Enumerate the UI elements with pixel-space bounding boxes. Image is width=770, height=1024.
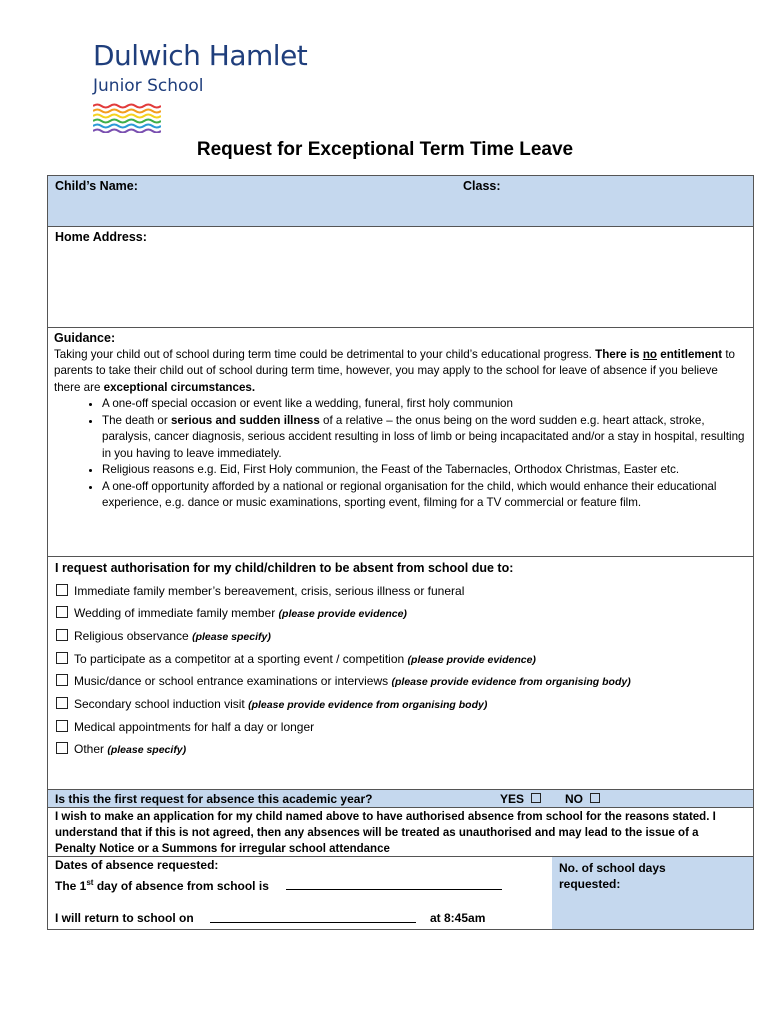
reason-label: Immediate family member’s bereavement, crisis, serious illness or funeral — [74, 584, 465, 598]
guidance-emphasis: entitlement — [660, 347, 723, 361]
first-request-question: Is this the first request for absence this academic year? — [55, 792, 373, 806]
reason-option[interactable] — [56, 584, 464, 598]
list-item-text: The death or — [102, 413, 168, 427]
guidance-text: Taking your child out of school during term time could be detrimental to your child’s educational progress. — [54, 347, 592, 361]
reason-label: Religious observance — [74, 629, 189, 643]
checkbox[interactable] — [56, 742, 68, 754]
reason-option[interactable] — [56, 629, 271, 643]
yes-checkbox[interactable] — [531, 793, 541, 803]
reason-label: Secondary school induction visit — [74, 697, 245, 711]
reason-label: Wedding of immediate family member — [74, 606, 276, 620]
reason-label: Other — [74, 742, 105, 756]
guidance-list — [54, 396, 747, 512]
guidance-emphasis: There is — [595, 347, 640, 361]
dates-row — [47, 856, 754, 930]
no-label: NO — [565, 792, 583, 806]
reason-note: (please specify) — [107, 744, 187, 756]
checkbox[interactable] — [56, 652, 68, 664]
first-day-superscript: st — [86, 878, 94, 887]
first-day-text: The 1 — [55, 879, 87, 893]
school-name: Dulwich Hamlet — [93, 39, 308, 72]
return-time: at 8:45am — [430, 911, 486, 925]
reason-note: (please provide evidence) — [407, 654, 536, 666]
guidance-emphasis: exceptional circumstances. — [103, 380, 256, 394]
first-day-field[interactable] — [286, 889, 502, 890]
no-option[interactable] — [565, 792, 600, 806]
list-item-text: of a relative – the onus being on the word sudden e.g. heart attack, stroke, paralysis, cancer diagnosis, serious accident resulting in loss of limb or being incapacitated and/or a stay in hospital, resulting in you having to leave immediately. — [102, 413, 745, 460]
reason-option[interactable] — [56, 674, 631, 688]
reason-note: (please provide evidence from organising body) — [391, 676, 631, 688]
form-title: Request for Exceptional Term Time Leave — [196, 139, 574, 160]
logo-waves-icon — [93, 103, 161, 133]
return-label: I will return to school on — [55, 911, 194, 925]
reason-option[interactable] — [56, 606, 407, 620]
reason-note: (please provide evidence) — [278, 608, 407, 620]
dates-cell — [48, 857, 553, 929]
guidance-heading: Guidance: — [54, 331, 116, 345]
school-days-cell[interactable] — [552, 857, 753, 929]
class-label: Class: — [463, 179, 501, 193]
reason-note: (please provide evidence from organising body) — [248, 699, 488, 711]
reasons-heading: I request authorisation for my child/children to be absent from school due to: — [55, 561, 514, 575]
school-days-label: No. of school days requested: — [559, 861, 666, 891]
reason-label: To participate as a competitor at a sporting event / competition — [74, 652, 405, 666]
yes-option[interactable] — [500, 792, 541, 806]
dates-heading: Dates of absence requested: — [55, 858, 219, 872]
absence-reasons-section — [47, 556, 754, 790]
reason-option[interactable] — [56, 720, 314, 734]
reason-note: (please specify) — [192, 631, 271, 643]
first-day-text: day of absence from school is — [96, 879, 269, 893]
childs-name-label: Child’s Name: — [55, 179, 138, 193]
reason-label: Medical appointments for half a day or longer — [74, 720, 315, 734]
guidance-emphasis-no: no — [642, 347, 658, 361]
list-item — [102, 413, 747, 463]
reason-option[interactable] — [56, 652, 536, 666]
no-checkbox[interactable] — [590, 793, 600, 803]
list-item: • A one-off special occasion or event like a wedding, funeral, first holy communion — [102, 396, 747, 413]
return-date-field[interactable] — [210, 922, 416, 923]
declaration-row — [47, 807, 754, 857]
declaration-text: I wish to make an application for my child named above to have authorised absence from school for the reasons stated. I understand that if this is not agreed, then any absences will be treated as unauthorised and may lead to the issue of a Penalty Notice or a Summons for irregular school attendance — [55, 811, 716, 855]
checkbox[interactable] — [56, 606, 68, 618]
checkbox[interactable] — [56, 720, 68, 732]
guidance-paragraph — [54, 347, 747, 397]
reason-label: Music/dance or school entrance examinations or interviews — [74, 674, 389, 688]
list-item: • Religious reasons e.g. Eid, First Holy communion, the Feast of the Tabernacles, Orthodox Christmas, Easter etc. — [102, 462, 747, 479]
first-request-row — [47, 789, 754, 808]
checkbox[interactable] — [56, 584, 68, 596]
yes-label: YES — [500, 792, 525, 806]
guidance-section — [47, 327, 754, 557]
school-logo — [93, 40, 307, 133]
checkbox[interactable] — [56, 697, 68, 709]
home-address-label: Home Address: — [55, 230, 147, 244]
reason-option[interactable] — [56, 697, 487, 711]
checkbox[interactable] — [56, 629, 68, 641]
home-address-row — [47, 226, 754, 328]
guidance-text: to parents to take their child out of school during term time, however, you may apply to the school for leave of absence if you believe there are — [54, 347, 735, 394]
list-item-emphasis: serious and sudden illness — [170, 413, 320, 427]
child-details-row — [47, 175, 754, 227]
school-subtitle: Junior School — [93, 76, 204, 96]
list-item: • A one-off opportunity afforded by a national or regional organisation for the child, which would enhance their educational experience, e.g. dance or music examinations, sporting event, filming for a TV commercial or feature film. — [102, 479, 747, 512]
checkbox[interactable] — [56, 674, 68, 686]
first-day-label — [55, 878, 269, 893]
reason-option[interactable] — [56, 742, 186, 756]
